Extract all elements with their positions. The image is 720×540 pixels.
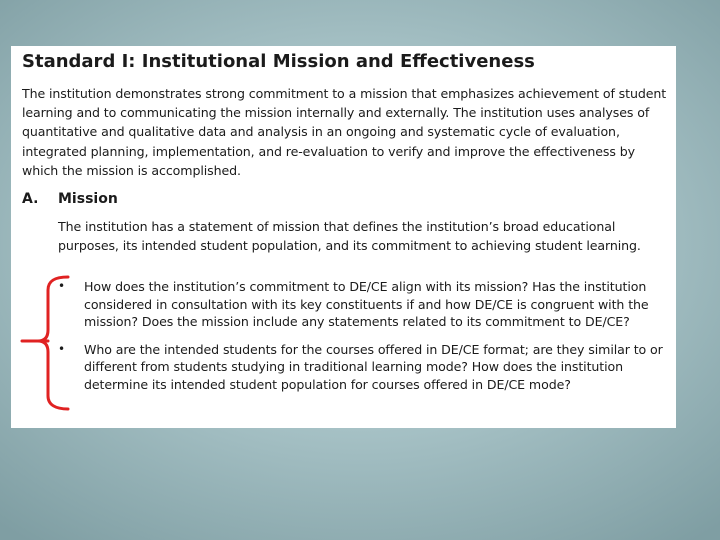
bullet-icon: • xyxy=(58,279,65,293)
intro-paragraph: The institution demonstrates strong commitment to a mission that emphasizes achievement of student learning and to communicating the mission internally and externally. The institution uses analyses of quantitative and qualitative data and analysis in an ongoing and systematic cycle of evaluation, integrated planning, implementation, and re-evaluation to verify and improve the effectiveness by which the mission is accomplished. xyxy=(22,86,667,178)
document-page xyxy=(11,46,676,428)
question-list xyxy=(58,278,673,393)
bullet-icon: • xyxy=(58,341,65,356)
section-letter: A. xyxy=(22,191,39,207)
question-text: How does the institution’s commitment to DE/CE align with its mission? Has the institution considered in consultation with its key constituents if and how DE/CE is congruent with the mission? Does the mission include any statements related to its commitment to DE/CE? xyxy=(84,279,649,329)
section-heading: Mission xyxy=(58,191,118,207)
question-item xyxy=(58,341,673,394)
brace-stroke xyxy=(38,277,68,409)
section-paragraph: The institution has a statement of mission that defines the institution’s broad educational purposes, its intended student population, and its commitment to achieving student learning. xyxy=(58,219,641,253)
page-title: Standard I: Institutional Mission and Effectiveness xyxy=(22,51,535,72)
red-curly-brace-annotation xyxy=(18,274,78,412)
question-text: Who are the intended students for the courses offered in DE/CE format; are they similar to or different from students studying in traditional learning mode? How does the institution determine its intended student population for courses offered in DE/CE mode? xyxy=(84,341,663,392)
question-item xyxy=(58,278,673,331)
